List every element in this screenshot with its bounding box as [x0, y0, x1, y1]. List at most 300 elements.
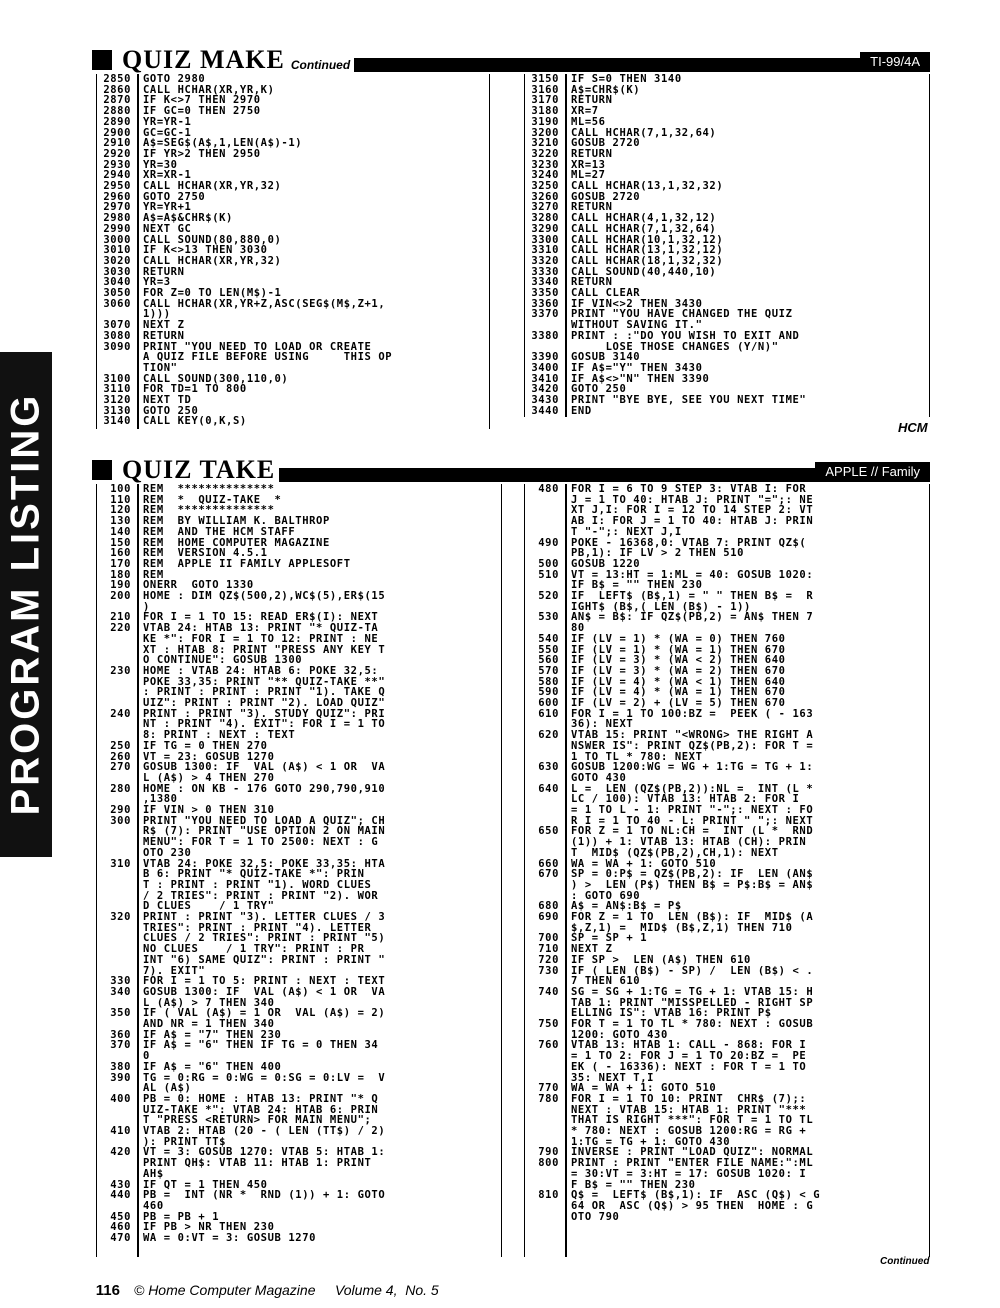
code-text: PRINT "YOU NEED TO LOAD A QUIZ"; CH	[143, 814, 386, 827]
code-text: IF A$="Y" THEN 3430	[571, 361, 703, 374]
line-number: 730	[538, 964, 559, 977]
line-number: 3440	[531, 404, 559, 417]
line-number: 3010	[103, 244, 131, 257]
code-text: TAB 1: PRINT "MISSPELLED - RIGHT SP	[571, 996, 814, 1009]
code-line	[525, 1019, 813, 1030]
code-line	[97, 149, 261, 160]
line-number: 280	[110, 782, 131, 795]
code-text: O CONTINUE": GOSUB 1300	[143, 654, 303, 667]
code-text: GOSUB 1200:WG = WG + 1:TG = TG + 1:	[571, 761, 814, 774]
code-text: IF A$<>"N" THEN 3390	[571, 372, 710, 385]
code-text: NSWER IS": PRINT QZ$(PB,2): FOR T =	[571, 739, 814, 752]
header-square-icon	[92, 460, 112, 480]
line-number: 210	[110, 611, 131, 624]
line-number: 3270	[531, 201, 559, 214]
code-text: PRINT "YOU HAVE CHANGED THE QUIZ	[571, 308, 793, 321]
code-text: RETURN	[143, 329, 185, 342]
issue-label: Volume 4, No. 5	[334, 1282, 439, 1298]
quiz-make-listing-left	[96, 74, 490, 429]
code-text: IF QT = 1 THEN 450	[143, 1178, 268, 1191]
line-number: 3140	[103, 415, 131, 428]
line-number: 740	[538, 985, 559, 998]
code-text: SG = SG + 1:TG = TG + 1: VTAB 15: H	[571, 985, 814, 998]
code-text: PB = 0: HOME : HTAB 13: PRINT "* Q	[143, 1092, 379, 1105]
code-text: RETURN	[571, 201, 613, 214]
line-number: 790	[538, 1146, 559, 1159]
code-text: NEXT TD	[143, 394, 192, 406]
code-text: : GOTO 690	[571, 889, 641, 902]
code-text: NEXT Z	[571, 943, 613, 956]
line-number: 170	[110, 557, 131, 570]
code-line	[525, 741, 813, 752]
code-line	[525, 923, 793, 934]
code-text: IF (LV = 4) * (WA = 1) THEN 670	[571, 686, 786, 699]
line-number: 2850	[103, 74, 131, 85]
code-text: INT "6) SAME QUIZ": PRINT : PRINT "	[143, 953, 386, 966]
line-number: 2950	[103, 180, 131, 192]
continued-label: Continued	[880, 1256, 930, 1267]
code-text: IF (LV = 3) * (WA = 2) THEN 670	[571, 664, 786, 677]
line-number: 470	[110, 1232, 131, 1244]
code-text: T MID$ (QZ$(PB,2),CH,1): NEXT	[571, 846, 779, 859]
code-text: 8: PRINT : NEXT : TEXT	[143, 729, 296, 742]
code-text: GOTO 2980	[143, 74, 206, 85]
code-text: R I = 1 TO 40 - L: PRINT " ";: NEXT	[571, 814, 814, 827]
code-text: = 1 TO L - 1: PRINT "-";: NEXT : FO	[571, 804, 814, 816]
code-text: FOR I = 6 TO 9 STEP 3: VTAB I: FOR	[571, 484, 807, 495]
code-text: TION"	[143, 361, 178, 374]
page-footer	[88, 1266, 439, 1299]
code-line	[525, 117, 606, 128]
line-number: 3100	[103, 372, 131, 385]
line-number: 310	[110, 857, 131, 870]
code-line	[97, 117, 191, 128]
code-text: 36): NEXT	[571, 718, 634, 731]
line-number: 440	[110, 1189, 131, 1202]
line-number: 3190	[531, 115, 559, 128]
code-text: FOR Z = 1 TO LEN (B$): IF MID$ (A	[571, 911, 814, 923]
code-text: PB = PB + 1	[143, 1210, 220, 1223]
code-line	[97, 1158, 371, 1169]
code-line	[97, 1201, 164, 1212]
line-number: 750	[538, 1018, 559, 1030]
code-text: XR=XR-1	[143, 169, 192, 182]
code-text: 460	[143, 1199, 164, 1212]
code-text: IF ( LEN (B$) - SP) / LEN (B$) < .	[571, 964, 814, 977]
line-number: 3290	[531, 222, 559, 235]
code-text: A QUIZ FILE BEFORE USING THIS OP	[143, 351, 393, 364]
code-line	[525, 880, 813, 891]
code-line	[97, 784, 385, 795]
line-number: 430	[110, 1178, 131, 1191]
code-text: UIZ-TAKE *": VTAB 24: HTAB 6: PRIN	[143, 1103, 379, 1116]
code-line	[525, 224, 716, 235]
code-text: CALL HCHAR(13,1,32,32)	[571, 180, 724, 192]
code-text: IF (LV = 3) * (WA < 2) THEN 640	[571, 654, 786, 667]
code-text: (1)) + 1: VTAB 13: HTAB (CH): PRIN	[571, 836, 807, 849]
code-line	[97, 299, 385, 310]
code-text: REM **************	[143, 484, 275, 495]
code-text: GOSUB 1300: IF VAL (A$) < 1 OR VA	[143, 761, 386, 774]
code-text: PRINT : :"DO YOU WISH TO EXIT AND	[571, 329, 800, 342]
code-line	[97, 1126, 385, 1137]
line-number: 450	[110, 1210, 131, 1223]
line-number: 3130	[103, 404, 131, 417]
code-text: IF VIN > 0 THEN 310	[143, 804, 275, 816]
line-number: 670	[538, 868, 559, 881]
line-number: 120	[110, 504, 131, 517]
code-text: IF B$ = "" THEN 230	[571, 579, 703, 592]
code-text: CALL HCHAR(XR,YR,K)	[143, 83, 275, 96]
code-text: IF A$ = "6" THEN 400	[143, 1060, 282, 1073]
line-number: 520	[538, 590, 559, 602]
line-number: 180	[110, 568, 131, 581]
code-text: 1200: GOTO 430	[571, 1028, 668, 1041]
code-text: FOR I = 1 TO 15: READ ER$(I): NEXT	[143, 611, 379, 624]
code-line	[525, 406, 592, 417]
code-text: IGHT$ (B$,( LEN (B$) - 1))	[571, 600, 751, 613]
code-text: VTAB 24: POKE 32,5: POKE 33,35: HTA	[143, 857, 386, 870]
line-number: 3320	[531, 254, 559, 267]
code-text: GOSUB 1300: IF VAL (A$) < 1 OR VA	[143, 985, 386, 998]
line-number: 3150	[531, 74, 559, 85]
line-number: 2970	[103, 201, 131, 214]
hcm-logo: HCM	[898, 420, 928, 435]
code-text: XR=7	[571, 105, 599, 118]
code-line	[525, 256, 723, 267]
code-text: : PRINT : PRINT : PRINT "1). TAKE Q	[143, 686, 386, 699]
line-number: 510	[538, 568, 559, 581]
code-text: THAT IS RIGHT ***": FOR T = 1 TO TL	[571, 1114, 814, 1127]
code-text: WA = WA + 1: GOTO 510	[571, 1082, 717, 1095]
line-number: 710	[538, 943, 559, 956]
code-line	[525, 1201, 813, 1212]
line-number: 2860	[103, 83, 131, 96]
line-number: 3390	[531, 351, 559, 364]
line-number: 260	[110, 750, 131, 763]
code-text: GOTO 250	[143, 404, 199, 417]
code-line	[97, 591, 385, 602]
code-line	[97, 363, 178, 374]
code-text: T : PRINT : PRINT "1). WORD CLUES	[143, 878, 372, 891]
line-number: 3360	[531, 297, 559, 310]
line-number: 3300	[531, 233, 559, 246]
code-line	[525, 987, 813, 998]
code-line	[525, 342, 779, 353]
line-number: 2870	[103, 94, 131, 107]
code-line	[525, 363, 703, 374]
code-text: YR=30	[143, 158, 178, 171]
code-text: FOR I = 1 TO 5: PRINT : NEXT : TEXT	[143, 975, 386, 988]
code-text: B 6: PRINT "* QUIZ-TAKE *": PRIN	[143, 868, 365, 881]
code-text: AL (A$)	[143, 1082, 192, 1095]
line-number: 600	[538, 697, 559, 709]
line-number: 240	[110, 707, 131, 720]
line-number: 3050	[103, 287, 131, 299]
code-text: CALL HCHAR(XR,YR,32)	[143, 254, 282, 267]
code-text: A$=SEG$(A$,1,LEN(A$)-1)	[143, 137, 303, 150]
code-text: TRIES": PRINT : PRINT "4). LETTER	[143, 921, 372, 934]
line-number: 3090	[103, 340, 131, 353]
code-text: KE *": FOR I = 1 TO 12: PRINT : NE	[143, 632, 379, 645]
line-number: 140	[110, 525, 131, 538]
code-line	[97, 666, 378, 677]
code-text: GOTO 250	[571, 383, 627, 396]
code-text: GOSUB 1220	[571, 557, 641, 570]
line-number: 810	[538, 1189, 559, 1202]
code-text: = 30:VT = 3:HT = 17: GOSUB 1020: I	[571, 1167, 807, 1180]
code-text: IF (LV = 2) + (LV = 5) THEN 670	[571, 697, 786, 709]
line-number: 490	[538, 536, 559, 549]
line-number: 300	[110, 814, 131, 827]
code-text: FOR T = 1 TO TL * 780: NEXT : GOSUB	[571, 1018, 814, 1030]
code-text: PRINT : PRINT "3). LETTER CLUES / 3	[143, 911, 386, 923]
line-number: 2910	[103, 137, 131, 150]
line-number: 2920	[103, 147, 131, 160]
line-number: 3370	[531, 308, 559, 321]
code-text: IF (LV = 4) * (WA < 1) THEN 640	[571, 675, 786, 688]
line-number: 390	[110, 1071, 131, 1084]
code-line	[525, 709, 813, 720]
code-text: ): PRINT TT$	[143, 1135, 227, 1148]
code-text: CALL KEY(0,K,S)	[143, 415, 247, 428]
line-number: 580	[538, 675, 559, 688]
code-text: CALL HCHAR(XR,YR+Z,ASC(SEG$(M$,Z+1,	[143, 297, 386, 310]
code-text: Q$ = LEFT$ (B$,1): IF ASC (Q$) < G	[571, 1189, 821, 1202]
code-text: IF LEFT$ (B$,1) = " " THEN B$ = R	[571, 590, 814, 602]
line-number: 200	[110, 590, 131, 602]
line-number: 3110	[103, 383, 131, 396]
code-text: A$=A$&CHR$(K)	[143, 212, 233, 225]
line-number: 2890	[103, 115, 131, 128]
code-text: NEXT Z	[143, 319, 185, 332]
code-line	[525, 773, 626, 784]
code-text: 1)))	[143, 308, 171, 321]
line-number: 3080	[103, 329, 131, 342]
code-text: IF K<>13 THEN 3030	[143, 244, 268, 257]
code-text: PB = INT (NR * RND (1)) + 1: GOTO	[143, 1189, 386, 1202]
code-line	[97, 256, 281, 267]
line-number: 110	[110, 493, 131, 506]
code-text: / 2 TRIES": PRINT : PRINT "2). WOR	[143, 889, 379, 902]
code-line	[525, 966, 813, 977]
code-text: 1:TG = TG + 1: GOTO 430	[571, 1135, 731, 1148]
code-text: HOME : DIM QZ$(500,2),WC$(5),ER$(15	[143, 590, 386, 602]
line-number: 3430	[531, 394, 559, 406]
code-line	[97, 224, 191, 235]
code-text: RETURN	[571, 276, 613, 289]
line-number: 360	[110, 1028, 131, 1041]
code-text: VT = 3: GOSUB 1270: VTAB 5: HTAB 1:	[143, 1146, 386, 1159]
line-number: 500	[538, 557, 559, 570]
code-line	[97, 955, 385, 966]
line-number: 3220	[531, 147, 559, 160]
code-line	[97, 880, 371, 891]
quiz-take-listing-right	[524, 484, 930, 1257]
line-number: 2900	[103, 126, 131, 139]
line-number: 620	[538, 729, 559, 742]
line-number: 420	[110, 1146, 131, 1159]
code-text: CALL HCHAR(XR,YR,32)	[143, 180, 282, 192]
code-text: CALL HCHAR(7,1,32,64)	[571, 126, 717, 139]
code-line	[97, 527, 295, 538]
code-text: AND NR = 1 THEN 340	[143, 1018, 275, 1030]
code-text: OTO 790	[571, 1210, 620, 1223]
code-line	[97, 1233, 316, 1244]
header-rule	[354, 54, 930, 72]
line-number: 3250	[531, 180, 559, 192]
code-text: IF GC=0 THEN 2750	[143, 105, 261, 118]
code-text: HOME : ON KB - 176 GOTO 290,790,910	[143, 782, 386, 795]
line-number: 3260	[531, 190, 559, 203]
line-number: 630	[538, 761, 559, 774]
code-text: NEXT : VTAB 15: HTAB 1: PRINT "***	[571, 1103, 807, 1116]
line-number: 3020	[103, 254, 131, 267]
code-text: VTAB 2: HTAB (20 - ( LEN (TT$) / 2)	[143, 1125, 386, 1137]
code-line	[525, 527, 682, 538]
line-number: 720	[538, 953, 559, 966]
line-number: 680	[538, 900, 559, 913]
quiz-take-header	[92, 455, 930, 484]
code-text: T "PRESS <RETURN> FOR MAIN MENU";	[143, 1114, 372, 1127]
sidebar-label: PROGRAM LISTING	[3, 392, 48, 816]
code-text: 0	[143, 1050, 150, 1063]
line-number: 340	[110, 985, 131, 998]
code-text: IF TG = 0 THEN 270	[143, 739, 268, 752]
code-text: = 1 TO 2: FOR J = 1 TO 20:BZ = PE	[571, 1050, 807, 1063]
code-line	[525, 666, 786, 677]
code-text: CALL HCHAR(10,1,32,12)	[571, 233, 724, 246]
code-text: IF K<>7 THEN 2970	[143, 94, 261, 107]
line-number: 570	[538, 664, 559, 677]
code-text: L (A$) > 7 THEN 340	[143, 996, 275, 1009]
line-number: 3400	[531, 361, 559, 374]
code-text: * 780: NEXT : GOSUB 1200:RG = RG +	[571, 1125, 807, 1137]
quiz-make-title: QUIZ MAKE	[122, 45, 285, 74]
line-number: 480	[538, 484, 559, 495]
code-text: CALL HCHAR(4,1,32,12)	[571, 212, 717, 225]
code-text: A$=CHR$(K)	[571, 83, 641, 96]
code-text: INVERSE : PRINT "LOAD QUIZ": NORMAL	[571, 1146, 814, 1159]
line-number: 3330	[531, 265, 559, 278]
code-text: PRINT "BYE BYE, SEE YOU NEXT TIME"	[571, 394, 807, 406]
code-text: SP = SP + 1	[571, 932, 648, 945]
code-text: REM	[143, 568, 164, 581]
code-text: REM AND THE HCM STAFF	[143, 525, 296, 538]
code-line	[525, 1212, 619, 1223]
line-number: 3210	[531, 137, 559, 150]
platform-tag: TI-99/4A	[860, 52, 930, 72]
line-number: 3350	[531, 287, 559, 299]
code-text: REM * QUIZ-TAKE *	[143, 493, 282, 506]
code-text: HOME : VTAB 24: HTAB 6: POKE 32,5:	[143, 664, 379, 677]
code-text: YR=3	[143, 276, 171, 289]
code-line	[97, 987, 385, 998]
code-text: IF (LV = 1) * (WA = 1) THEN 670	[571, 643, 786, 656]
code-line	[525, 331, 799, 342]
line-number: 270	[110, 761, 131, 774]
code-text: CALL HCHAR(13,1,32,12)	[571, 244, 724, 257]
code-text: NT : PRINT "4). EXIT": FOR I = 1 TO	[143, 718, 386, 731]
code-text: L (A$) > 4 THEN 270	[143, 771, 275, 784]
line-number: 3030	[103, 265, 131, 278]
code-text: 80	[571, 622, 585, 635]
code-text: ) > LEN (P$) THEN B$ = P$:B$ = AN$	[571, 878, 814, 891]
line-number: 530	[538, 611, 559, 624]
code-text: YR=YR+1	[143, 201, 192, 214]
code-text: R$ (7): PRINT "USE OPTION 2 ON MAIN	[143, 825, 386, 838]
code-text: FOR TD=1 TO 800	[143, 383, 247, 396]
code-text: 64 OR ASC (Q$) > 95 THEN HOME : G	[571, 1199, 814, 1212]
line-number: 2880	[103, 105, 131, 118]
line-number: 800	[538, 1157, 559, 1170]
code-text: D CLUES / 1 TRY"	[143, 900, 275, 913]
code-line	[525, 559, 640, 570]
line-number: 780	[538, 1092, 559, 1105]
code-text: ML=27	[571, 169, 606, 182]
code-text: END	[571, 404, 592, 417]
quiz-take-title: QUIZ TAKE	[122, 455, 276, 484]
line-number: 460	[110, 1221, 131, 1234]
line-number: 190	[110, 579, 131, 592]
code-text: VTAB 24: HTAB 13: PRINT "* QUIZ-TA	[143, 622, 379, 635]
code-line	[525, 1169, 806, 1180]
code-text: CALL SOUND(40,440,10)	[571, 265, 717, 278]
code-text: IF ( VAL (A$) = 1 OR VAL (A$) = 2)	[143, 1007, 386, 1020]
line-number: 3170	[531, 94, 559, 107]
line-number: 400	[110, 1092, 131, 1105]
line-number: 330	[110, 975, 131, 988]
magazine-name: © Home Computer Magazine	[133, 1282, 316, 1298]
code-text: FOR Z=0 TO LEN(M$)-1	[143, 287, 282, 299]
code-text: GOTO 2750	[143, 190, 206, 203]
code-text: PRINT : PRINT "3). STUDY QUIZ": PRI	[143, 707, 386, 720]
code-line	[97, 1040, 378, 1051]
quiz-take-listing-left	[96, 484, 502, 1257]
continued-label: Continued	[290, 58, 351, 72]
line-number: 160	[110, 547, 131, 560]
code-line	[97, 559, 351, 570]
code-text: NO CLUES / 1 TRY": PRINT : PR	[143, 943, 365, 956]
code-text: PRINT "YOU NEED TO LOAD OR CREATE	[143, 340, 372, 353]
line-number: 770	[538, 1082, 559, 1095]
line-number: 130	[110, 515, 131, 528]
code-text: IF A$ = "7" THEN 230	[143, 1028, 282, 1041]
line-number: 410	[110, 1125, 131, 1137]
line-number: 350	[110, 1007, 131, 1020]
code-text: REM VERSION 4.5.1	[143, 547, 268, 560]
code-text: IF S=0 THEN 3140	[571, 74, 682, 85]
line-number: 3160	[531, 83, 559, 96]
line-number: 690	[538, 911, 559, 923]
code-text: T "-";: NEXT J,I	[571, 525, 682, 538]
code-line	[525, 762, 813, 773]
code-text: REM APPLE II FAMILY APPLESOFT	[143, 557, 351, 570]
code-text: REM BY WILLIAM K. BALTHROP	[143, 515, 330, 528]
code-line	[97, 1073, 385, 1084]
code-text: WITHOUT SAVING IT."	[571, 319, 703, 332]
code-text: UIZ": PRINT : PRINT "2). LOAD QUIZ"	[143, 697, 386, 709]
code-text: IF A$ = "6" THEN IF TG = 0 THEN 34	[143, 1039, 379, 1052]
line-number: 660	[538, 857, 559, 870]
line-number: 590	[538, 686, 559, 699]
code-text: AH$	[143, 1167, 164, 1180]
line-number: 610	[538, 707, 559, 720]
code-text: CALL HCHAR(7,1,32,64)	[571, 222, 717, 235]
line-number: 3410	[531, 372, 559, 385]
code-text: CALL HCHAR(18,1,32,32)	[571, 254, 724, 267]
line-number: 550	[538, 643, 559, 656]
